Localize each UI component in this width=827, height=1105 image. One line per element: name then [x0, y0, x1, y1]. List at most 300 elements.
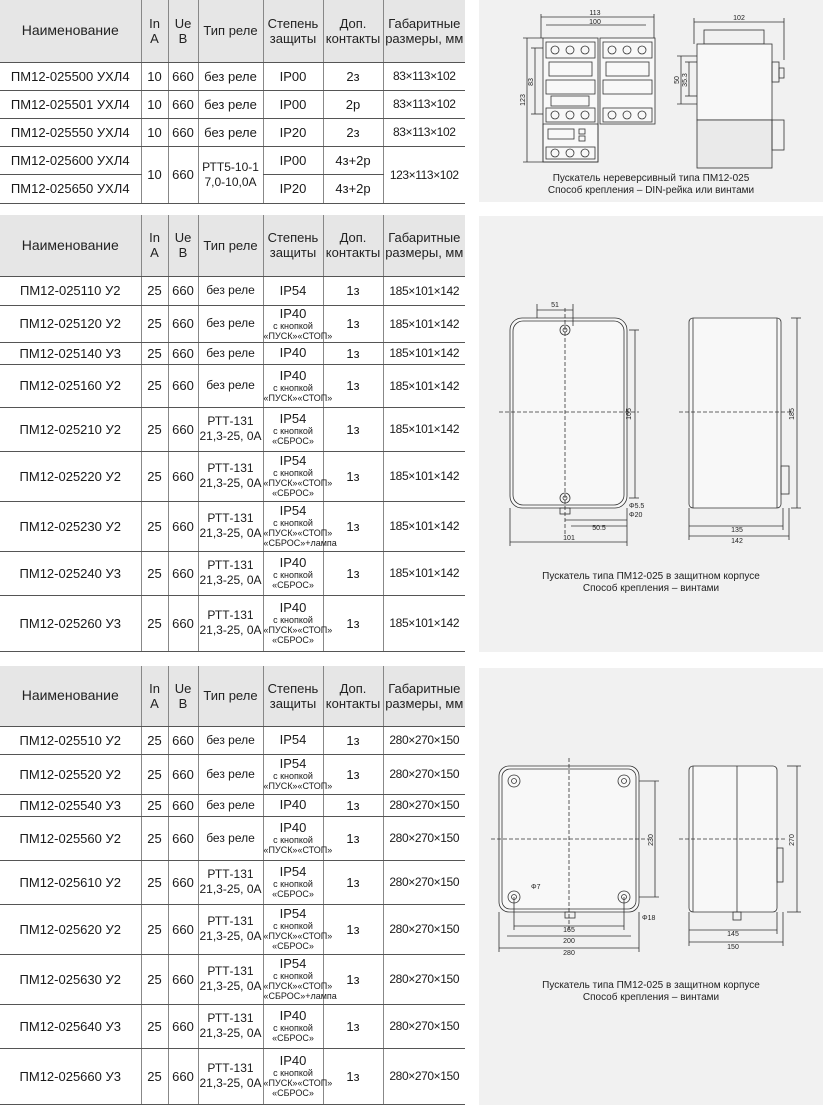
protection-note-3: «СБРОС»+лампа: [263, 991, 337, 1001]
cell-aux: 2з: [323, 118, 383, 146]
cell-aux: 1з: [323, 305, 383, 342]
cell-protection: [263, 904, 333, 954]
protection-note-1: с кнопкой: [273, 921, 313, 931]
table-contactors-enclosure-small: [0, 215, 465, 652]
relay-line-2: 21,3-25, 0А: [199, 573, 262, 587]
cell-in: 25: [141, 816, 168, 860]
protection-note-1: с кнопкой: [273, 518, 313, 528]
cell-relay: [198, 276, 263, 305]
protection-note-1: с кнопкой: [273, 570, 313, 580]
cell-ue: 660: [168, 501, 198, 551]
protection-note-1: с кнопкой: [273, 771, 313, 781]
dim-gland-diameter: Φ18: [642, 915, 656, 922]
cell-in: 25: [141, 276, 168, 305]
protection-note-3: «СБРОС»+лампа: [263, 538, 337, 548]
relay-line-2: 21,3-25, 0А: [199, 1076, 262, 1090]
cell-protection: [263, 1004, 323, 1048]
header-in: In A: [141, 215, 168, 276]
cell-name: ПМ12-025620 У2: [0, 904, 141, 954]
cell-dims: 280×270×150: [383, 726, 465, 754]
cell-dims: 280×270×150: [383, 954, 465, 1004]
dim-side-depth-1: 135: [731, 527, 743, 534]
caption-line-2: Способ крепления – винтами: [582, 992, 720, 1003]
cell-in: 25: [141, 904, 168, 954]
cell-dims: 185×101×142: [383, 276, 465, 305]
cell-in: 25: [141, 954, 168, 1004]
relay-line-1: РТТ-131: [207, 867, 254, 881]
protection-note-1: с кнопкой: [273, 320, 313, 331]
figure-caption: [479, 571, 823, 595]
dim-height-mount: 50: [674, 76, 681, 84]
table-row: [0, 451, 465, 501]
cell-relay: [198, 451, 263, 501]
dim-height: 165: [626, 408, 633, 420]
cell-name: ПМ12-025540 У3: [0, 794, 141, 816]
cell-dims: 185×101×142: [383, 501, 465, 551]
relay-line-1: РТТ-131: [207, 461, 254, 475]
relay-line-1: без реле: [206, 732, 255, 747]
cell-dims: 280×270×150: [383, 794, 465, 816]
protection-class: IP40: [279, 555, 307, 570]
header-ue: Ue В: [168, 215, 198, 276]
cell-name: ПМ12-025630 У2: [0, 954, 141, 1004]
relay-line-1: РТТ-131: [207, 558, 254, 572]
cell-name: ПМ12-025240 У3: [0, 551, 141, 595]
cell-aux: 2р: [323, 90, 383, 118]
cell-name: ПМ12-025210 У2: [0, 407, 141, 451]
cell-aux: 4з+2р: [323, 174, 383, 203]
cell-in: 25: [141, 342, 168, 364]
cell-aux: 4з+2р: [323, 146, 383, 174]
cell-relay: [198, 754, 263, 794]
cell-ue: 660: [168, 276, 198, 305]
header-aux: Доп. контакты: [323, 0, 383, 62]
cell-aux: 1з: [323, 754, 383, 794]
cell-in: 25: [141, 1048, 168, 1104]
cell-relay: [198, 501, 263, 551]
table-row: [0, 146, 465, 174]
dim-width-1: 200: [563, 938, 575, 945]
table-row: [0, 305, 465, 342]
cell-aux: 1з: [323, 726, 383, 754]
relay-line-2: 21,3-25, 0А: [199, 929, 262, 943]
dim-width-2: 280: [563, 950, 575, 957]
protection-note-2: «СБРОС»: [272, 436, 314, 446]
cell-aux: 1з: [323, 1004, 383, 1048]
protection-class: IP40: [279, 600, 307, 615]
dim-side-height: 270: [789, 834, 796, 846]
cell-name: ПМ12-025140 У3: [0, 342, 141, 364]
relay-line-1: РТТ-131: [207, 414, 254, 428]
protection-class: IP40: [279, 345, 307, 360]
cell-name: ПМ12-025120 У2: [0, 305, 141, 342]
cell-name: ПМ12-025230 У2: [0, 501, 141, 551]
relay-line-1: без реле: [206, 766, 255, 781]
relay-line-2: 21,3-25, 0А: [199, 1026, 262, 1040]
dim-hole-diameter: Φ5.5: [629, 503, 645, 510]
cell-name: ПМ12-025550 УХЛ4: [0, 118, 141, 146]
protection-note-2: «ПУСК»«СТОП»: [263, 845, 333, 855]
cell-aux: 1з: [323, 816, 383, 860]
table-row: [0, 501, 465, 551]
cell-ue: 660: [168, 726, 198, 754]
caption-line-2: Способ крепления – DIN-рейка или винтами: [547, 185, 755, 196]
cell-relay: [198, 342, 263, 364]
protection-note-2: «ПУСК»«СТОП»: [263, 528, 333, 538]
relay-line-1: РТТ-131: [207, 511, 254, 525]
cell-in: 25: [141, 595, 168, 651]
table-row: [0, 794, 465, 816]
header-relay: Тип реле: [198, 0, 263, 62]
cell-name: ПМ12-025260 У3: [0, 595, 141, 651]
relay-line-2: 21,3-25, 0А: [199, 979, 262, 993]
protection-note-2: «ПУСК»«СТОП»: [263, 478, 333, 488]
cell-in: 25: [141, 501, 168, 551]
cell-aux: 1з: [323, 451, 383, 501]
cell-relay: [198, 407, 263, 451]
cell-aux: 1з: [323, 1048, 383, 1104]
cell-protection: [263, 276, 323, 305]
cell-dims: 83×113×102: [383, 118, 465, 146]
header-in: In A: [141, 0, 168, 62]
dim-side-depth-2: 150: [727, 944, 739, 951]
cell-relay: [198, 726, 263, 754]
protection-note-2: «ПУСК»«СТОП»: [263, 1078, 333, 1088]
protection-class: IP54: [279, 732, 307, 747]
cell-relay: [198, 904, 263, 954]
cell-protection: [263, 551, 323, 595]
cell-dims: 280×270×150: [383, 860, 465, 904]
table-row: [0, 90, 465, 118]
cell-dims: 185×101×142: [383, 364, 465, 407]
cell-name: ПМ12-025520 У2: [0, 754, 141, 794]
cell-dims: 185×101×142: [383, 551, 465, 595]
table-row: [0, 118, 465, 146]
cell-aux: 1з: [323, 364, 383, 407]
relay-line-1: без реле: [206, 830, 255, 845]
protection-class: IP40: [279, 820, 307, 835]
cell-protection: [263, 1048, 333, 1104]
figure-enclosure-small: [479, 216, 823, 652]
cell-protection: [263, 794, 323, 816]
cell-in: 25: [141, 551, 168, 595]
table-row: [0, 1048, 465, 1104]
header-name: Наименование: [0, 666, 141, 726]
figure-caption: [479, 980, 823, 1004]
table-row: [0, 860, 465, 904]
cell-protection: [263, 407, 323, 451]
relay-line-1: без реле: [206, 797, 255, 812]
cell-dims: 83×113×102: [383, 90, 465, 118]
cell-dims: 280×270×150: [383, 816, 465, 860]
protection-note-1: с кнопкой: [273, 879, 313, 889]
table-row: [0, 595, 465, 651]
cell-protection: [263, 451, 333, 501]
cell-ue: 660: [168, 364, 198, 407]
cell-aux: 1з: [323, 904, 383, 954]
table-row: [0, 754, 465, 794]
cell-in: 25: [141, 726, 168, 754]
protection-note-2: «ПУСК»«СТОП»: [263, 931, 333, 941]
relay-line-1: РТТ-131: [207, 608, 254, 622]
header-protection: Степень защиты: [263, 215, 323, 276]
table-row: [0, 1004, 465, 1048]
cell-ue: 660: [168, 595, 198, 651]
header-name: Наименование: [0, 0, 141, 62]
protection-class: IP54: [279, 282, 307, 298]
cell-protection: [263, 342, 323, 364]
cell-ue: 660: [168, 342, 198, 364]
protection-class: IP54: [279, 906, 307, 921]
relay-line-2: 21,3-25, 0А: [199, 623, 262, 637]
relay-line-2: 21,3-25, 0А: [199, 429, 262, 443]
protection-class: IP54: [279, 956, 307, 971]
cell-in: 25: [141, 305, 168, 342]
caption-line-1: Пускатель типа ПМ12-025 в защитном корпусе: [542, 980, 760, 991]
cell-ue: 660: [168, 90, 198, 118]
header-name: Наименование: [0, 215, 141, 276]
dim-side-depth-1: 145: [727, 931, 739, 938]
dim-pitch: 165: [563, 927, 575, 934]
table-row: [0, 342, 465, 364]
relay-line-1: РТТ-131: [207, 1011, 254, 1025]
protection-note-3: «СБРОС»: [272, 1088, 314, 1098]
protection-note-2: «ПУСК»«СТОП»: [263, 981, 333, 991]
cell-protection: IP20: [263, 174, 323, 203]
cell-protection: [263, 364, 333, 407]
cell-relay: [198, 794, 263, 816]
header-dims: Габаритные размеры, мм: [383, 666, 465, 726]
protection-class: IP40: [279, 305, 307, 321]
dim-depth: 102: [733, 15, 745, 22]
dim-offset: 50.5: [592, 525, 606, 532]
protection-class: IP54: [279, 756, 307, 771]
cell-name: ПМ12-025610 У2: [0, 860, 141, 904]
cell-relay: [198, 954, 263, 1004]
cell-in: 25: [141, 860, 168, 904]
relay-line-1: без реле: [206, 378, 255, 392]
cell-relay: без реле: [198, 118, 263, 146]
protection-class: IP54: [279, 453, 307, 468]
protection-class: IP40: [279, 1053, 307, 1068]
cell-aux: 1з: [323, 595, 383, 651]
table-header: [0, 666, 465, 726]
cell-relay: [198, 551, 263, 595]
relay-line-2: 21,3-25, 0А: [199, 882, 262, 896]
figure-caption: [479, 173, 823, 197]
cell-ue: 660: [168, 904, 198, 954]
header-ue: Ue В: [168, 0, 198, 62]
caption-line-1: Пускатель типа ПМ12-025 в защитном корпусе: [542, 571, 760, 582]
cell-ue: 660: [168, 794, 198, 816]
cell-aux: 1з: [323, 342, 383, 364]
cell-ue: 660: [168, 407, 198, 451]
cell-aux: 2з: [323, 62, 383, 90]
cell-aux: 1з: [323, 860, 383, 904]
protection-note-1: с кнопкой: [273, 426, 313, 436]
protection-note-1: с кнопкой: [273, 615, 313, 625]
relay-line-1: без реле: [206, 345, 255, 360]
cell-name: ПМ12-025501 УХЛ4: [0, 90, 141, 118]
header-aux: Доп. контакты: [323, 666, 383, 726]
cell-relay: [198, 1048, 263, 1104]
cell-ue: 660: [168, 816, 198, 860]
cell-aux: 1з: [323, 407, 383, 451]
header-dims: Габаритные размеры, мм: [383, 0, 465, 62]
protection-note-1: с кнопкой: [273, 468, 313, 478]
cell-ue: 660: [168, 305, 198, 342]
cell-in: 25: [141, 754, 168, 794]
dim-height-rail: 35.3: [682, 73, 689, 87]
cell-protection: [263, 754, 333, 794]
protection-note-3: «СБРОС»: [272, 941, 314, 951]
dim-height-total: 123: [520, 94, 527, 106]
table-contactors-enclosure-large: [0, 666, 465, 1105]
cell-relay: [198, 1004, 263, 1048]
relay-line-2: 21,3-25, 0А: [199, 476, 262, 490]
cell-name: ПМ12-025500 УХЛ4: [0, 62, 141, 90]
cell-relay: [198, 305, 263, 342]
header-aux: Доп. контакты: [323, 215, 383, 276]
cell-protection: [263, 305, 333, 342]
cell-in: 25: [141, 364, 168, 407]
cell-protection: [263, 860, 323, 904]
cell-dims: 280×270×150: [383, 904, 465, 954]
table-contactors-open: [0, 0, 465, 204]
cell-aux: 1з: [323, 794, 383, 816]
protection-note-3: «СБРОС»: [272, 635, 314, 645]
protection-note-1: с кнопкой: [273, 971, 313, 981]
cell-name: ПМ12-025640 У3: [0, 1004, 141, 1048]
cell-dims: 185×101×142: [383, 451, 465, 501]
cell-protection: IP00: [263, 90, 323, 118]
cell-name: ПМ12-025110 У2: [0, 276, 141, 305]
dim-hole-diameter: Φ7: [531, 884, 541, 891]
cell-dims: 123×113×102: [383, 146, 465, 203]
dim-width: 101: [563, 535, 575, 542]
cell-dims: 185×101×142: [383, 342, 465, 364]
figure-open-contactor: [479, 0, 823, 202]
cell-in: 25: [141, 451, 168, 501]
table-row: [0, 551, 465, 595]
protection-class: IP40: [279, 797, 307, 812]
relay-line-1: РТТ-131: [207, 1061, 254, 1075]
cell-ue: 660: [168, 1004, 198, 1048]
cell-name: ПМ12-025600 УХЛ4: [0, 146, 141, 174]
table-row: [0, 276, 465, 305]
cell-dims: 280×270×150: [383, 1004, 465, 1048]
dim-width-total: 113: [589, 10, 601, 17]
cell-ue: 660: [168, 62, 198, 90]
table-header: [0, 215, 465, 276]
cell-ue: 660: [168, 754, 198, 794]
dim-width-inner: 100: [589, 19, 601, 26]
dim-height: 230: [648, 834, 655, 846]
cell-name: ПМ12-025560 У2: [0, 816, 141, 860]
cell-in: 10: [141, 118, 168, 146]
protection-note-1: с кнопкой: [273, 1023, 313, 1033]
relay-line-1: РТТ-131: [207, 914, 254, 928]
cell-dims: 185×101×142: [383, 407, 465, 451]
protection-note-1: с кнопкой: [273, 835, 313, 845]
cell-in: 10: [141, 62, 168, 90]
header-dims: Габаритные размеры, мм: [383, 215, 465, 276]
protection-note-1: с кнопкой: [273, 382, 313, 393]
cell-protection: IP00: [263, 146, 323, 174]
cell-name: ПМ12-025160 У2: [0, 364, 141, 407]
protection-note-2: «СБРОС»: [272, 580, 314, 590]
table-row: [0, 407, 465, 451]
dim-side-height: 185: [789, 408, 796, 420]
protection-note-2: «ПУСК»«СТОП»: [263, 781, 333, 791]
drawing-enclosure-large: [479, 668, 823, 1105]
cell-ue: 660: [168, 146, 198, 203]
table-row: [0, 816, 465, 860]
protection-note-2: «СБРОС»: [272, 889, 314, 899]
cell-ue: 660: [168, 118, 198, 146]
dim-top: 51: [551, 302, 559, 309]
cell-relay: [198, 816, 263, 860]
cell-protection: [263, 726, 323, 754]
dim-side-depth-2: 142: [731, 538, 743, 545]
cell-ue: 660: [168, 451, 198, 501]
figure-enclosure-large: [479, 668, 823, 1105]
dim-gland-diameter: Φ20: [629, 512, 643, 519]
cell-ue: 660: [168, 860, 198, 904]
cell-in: 25: [141, 407, 168, 451]
cell-protection: IP00: [263, 62, 323, 90]
protection-class: IP40: [279, 1008, 307, 1023]
cell-name: ПМ12-025220 У2: [0, 451, 141, 501]
cell-in: 10: [141, 146, 168, 203]
cell-in: 10: [141, 90, 168, 118]
cell-dims: 280×270×150: [383, 754, 465, 794]
table-header: [0, 0, 465, 62]
cell-protection: [263, 954, 337, 1004]
table-row: [0, 62, 465, 90]
cell-protection: IP20: [263, 118, 323, 146]
protection-note-3: «СБРОС»: [272, 488, 314, 498]
drawing-open-contactor: [479, 0, 823, 202]
cell-relay: [198, 860, 263, 904]
cell-in: 25: [141, 1004, 168, 1048]
cell-name: ПМ12-025660 У3: [0, 1048, 141, 1104]
cell-dims: 280×270×150: [383, 1048, 465, 1104]
cell-relay: без реле: [198, 90, 263, 118]
protection-note-1: с кнопкой: [273, 1068, 313, 1078]
caption-line-2: Способ крепления – винтами: [582, 583, 720, 594]
header-relay: Тип реле: [198, 215, 263, 276]
cell-aux: 1з: [323, 954, 383, 1004]
cell-dims: 83×113×102: [383, 62, 465, 90]
cell-name: ПМ12-025650 УХЛ4: [0, 174, 141, 203]
header-in: In A: [141, 666, 168, 726]
caption-line-1: Пускатель нереверсивный типа ПМ12-025: [552, 173, 750, 184]
table-row: [0, 954, 465, 1004]
cell-aux: 1з: [323, 551, 383, 595]
table-row: [0, 904, 465, 954]
cell-in: 25: [141, 794, 168, 816]
protection-note-2: «ПУСК»«СТОП»: [263, 330, 333, 341]
table-row: [0, 364, 465, 407]
cell-dims: 185×101×142: [383, 595, 465, 651]
cell-relay: [198, 364, 263, 407]
relay-line-2: 21,3-25, 0А: [199, 526, 262, 540]
cell-protection: [263, 595, 333, 651]
cell-relay: без реле: [198, 62, 263, 90]
header-relay: Тип реле: [198, 666, 263, 726]
cell-ue: 660: [168, 551, 198, 595]
